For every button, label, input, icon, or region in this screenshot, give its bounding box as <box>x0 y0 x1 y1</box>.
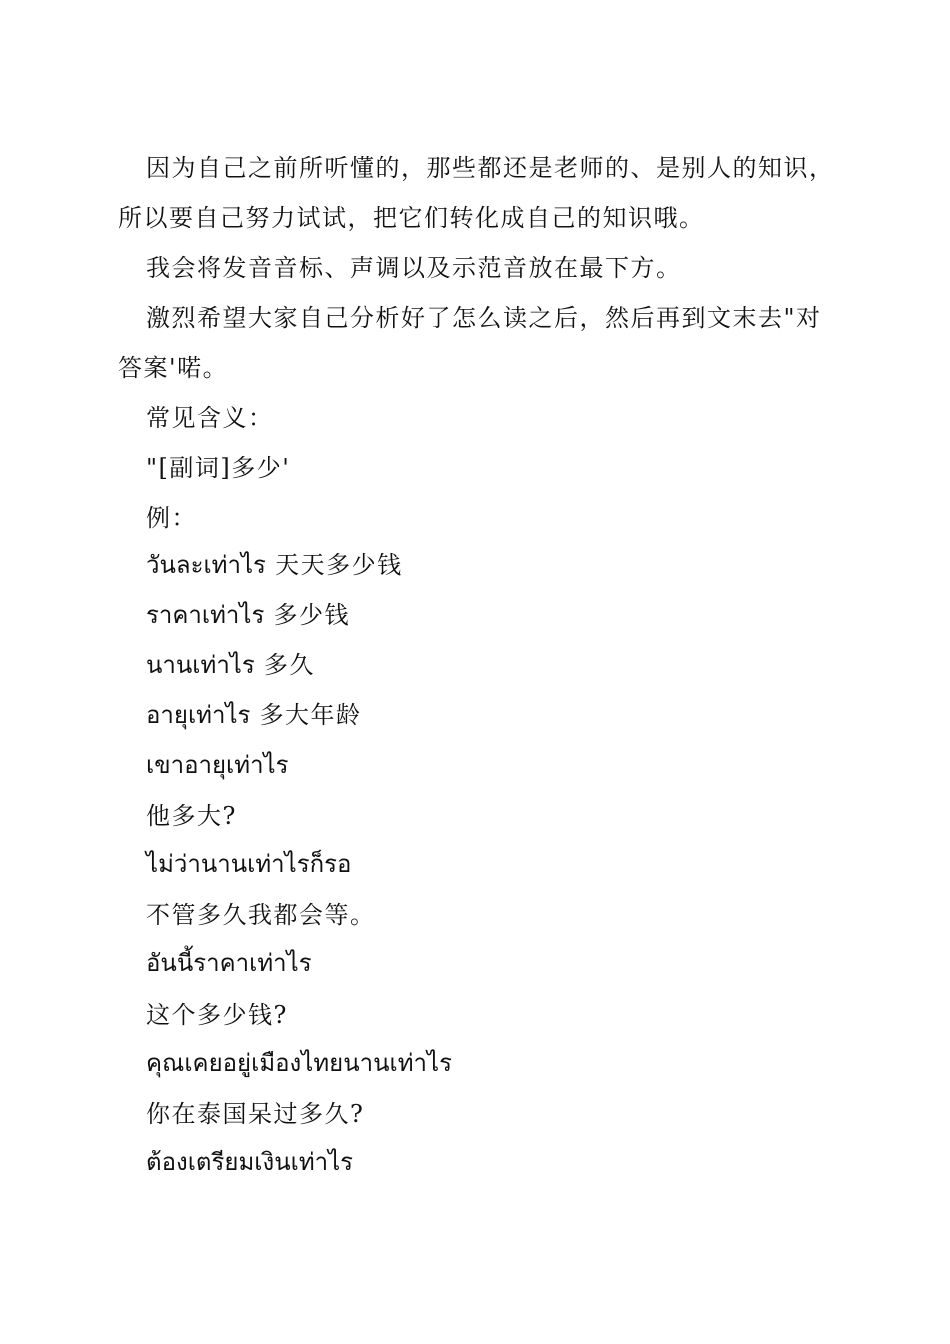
example-chinese: 多大年龄 <box>259 701 362 729</box>
sentence-chinese: 不管多久我都会等。 <box>146 901 376 929</box>
example-thai: ราคาเท่าไร <box>146 601 265 629</box>
example-thai: วันละเท่าไร <box>146 551 266 579</box>
intro-paragraph: 因为自己之前所听懂的，那些都还是老师的、是别人的知识，所以要自己努力试试，把它们转化成自己的知识哦。 <box>118 154 835 232</box>
example-item <box>146 640 315 690</box>
example-chinese: 多久 <box>263 651 315 679</box>
example-item <box>146 690 362 740</box>
example-item <box>146 540 403 590</box>
example-heading: 例： <box>146 504 197 532</box>
sentence-thai: ไม่ว่านานเท่าไรก็รอ <box>146 850 352 878</box>
sentence-chinese: 这个多少钱? <box>146 1001 288 1029</box>
meaning-text: "[副词]多少' <box>146 454 291 482</box>
sentence-chinese: 你在泰国呆过多久? <box>146 1100 365 1128</box>
audio-note-paragraph: 我会将发音音标、声调以及示范音放在最下方。 <box>146 254 682 282</box>
example-thai: นานเท่าไร <box>146 651 255 679</box>
sentence-thai: อันนี้ราคาเท่าไร <box>146 949 312 977</box>
sentence-chinese: 他多大? <box>146 802 237 830</box>
example-chinese: 多少钱 <box>273 601 350 629</box>
meaning-heading: 常见含义： <box>146 404 274 432</box>
example-item <box>146 590 350 640</box>
encouragement-paragraph: 激烈希望大家自己分析好了怎么读之后，然后再到文末去"对答案'喏。 <box>118 304 822 382</box>
sentence-thai: ต้องเตรียมเงินเท่าไร <box>146 1148 354 1176</box>
sentence-thai: เขาอายุเท่าไร <box>146 751 289 779</box>
sentence-thai: คุณเคยอยู่เมืองไทยนานเท่าไร <box>146 1049 452 1077</box>
example-thai: อายุเท่าไร <box>146 701 251 729</box>
example-chinese: 天天多少钱 <box>275 551 403 579</box>
